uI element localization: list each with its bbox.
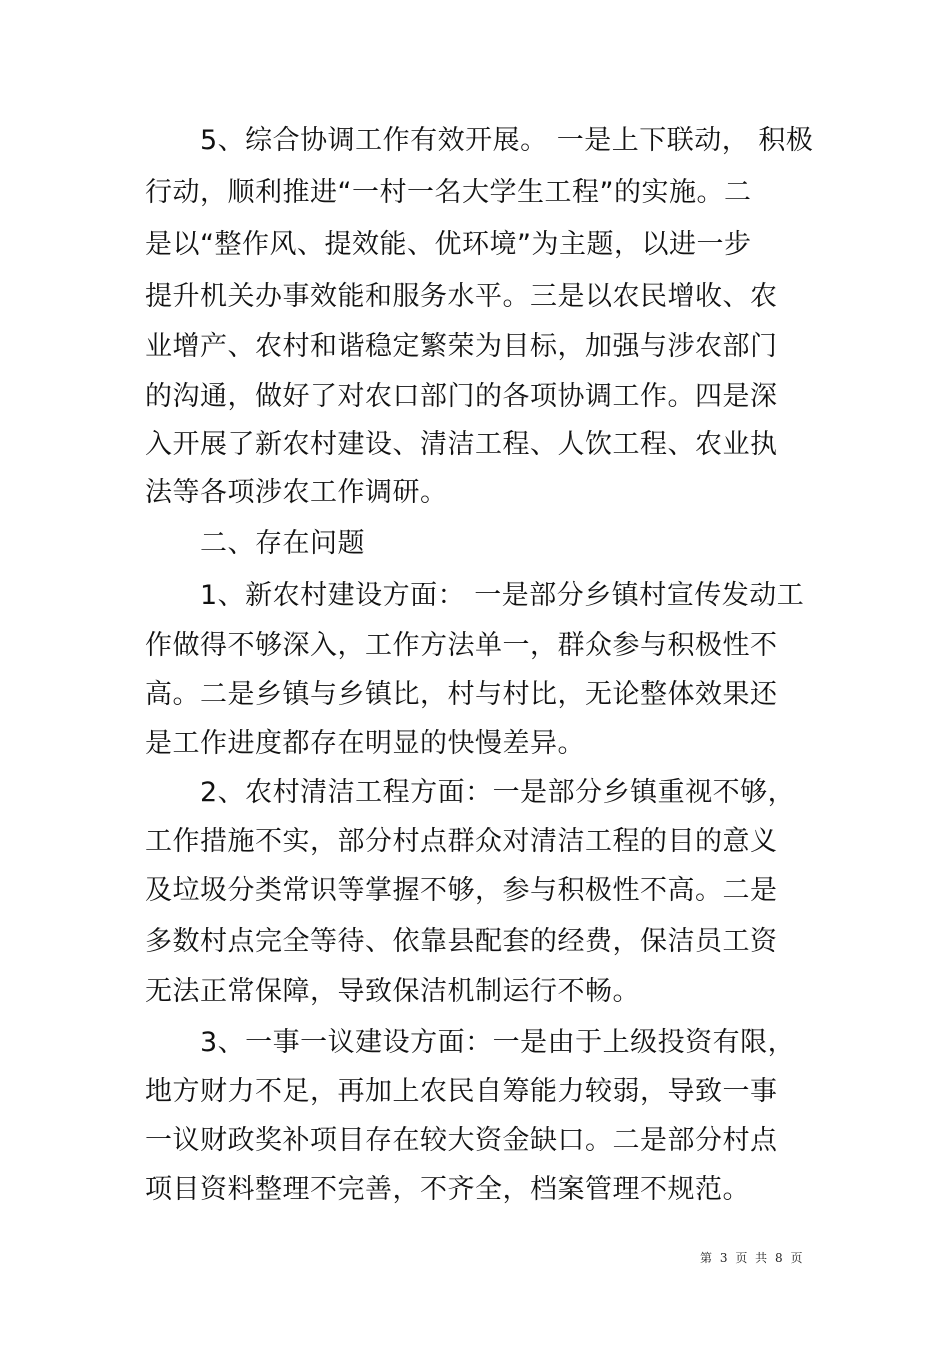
paragraph-line: 工作措施不实，部分村点群众对清洁工程的目的意义 (145, 826, 778, 857)
paragraph-line: 地方财力不足，再加上农民自筹能力较弱，导致一事 (145, 1076, 778, 1107)
paragraph-line: 一议财政奖补项目存在较大资金缺口。二是部分村点 (145, 1125, 778, 1156)
paragraph-line: 的沟通，做好了对农口部门的各项协调工作。四是深 (145, 381, 778, 412)
section-heading: 二、存在问题 (200, 528, 365, 559)
paragraph-line: 是工作进度都存在明显的快慢差异。 (145, 728, 585, 759)
paragraph-line: 业增产、农村和谐稳定繁荣为目标，加强与涉农部门 (145, 331, 778, 362)
footer-current-page: 3 (719, 1251, 728, 1265)
paragraph-line: 作做得不够深入，工作方法单一，群众参与积极性不 (145, 630, 778, 661)
paragraph-line: 无法正常保障，导致保洁机制运行不畅。 (145, 976, 640, 1007)
paragraph-line: 高。二是乡镇与乡镇比，村与村比，无论整体效果还 (145, 679, 778, 710)
paragraph-line: 3、一事一议建设方面：一是由于上级投资有限， (200, 1027, 796, 1058)
paragraph-line: 及垃圾分类常识等掌握不够，参与积极性不高。二是 (145, 875, 778, 906)
paragraph-line: 行动，顺利推进“一村一名大学生工程”的实施。二 (145, 177, 752, 208)
paragraph-line: 法等各项涉农工作调研。 (145, 477, 448, 508)
paragraph-line: 多数村点完全等待、依靠县配套的经费，保洁员工资 (145, 926, 778, 957)
paragraph-line: 入开展了新农村建设、清洁工程、人饮工程、农业执 (145, 429, 778, 460)
paragraph-line: 2、农村清洁工程方面：一是部分乡镇重视不够， (200, 777, 796, 808)
page-number-footer (700, 1250, 806, 1266)
paragraph-line: 1、新农村建设方面： 一是部分乡镇村宣传发动工 (200, 580, 805, 611)
footer-total-pages: 8 (775, 1251, 783, 1265)
paragraph-line: 项目资料整理不完善，不齐全，档案管理不规范。 (145, 1174, 750, 1205)
footer-label-ye2: 页 (790, 1251, 803, 1265)
paragraph-line: 是以“整作风、提效能、优环境”为主题，以进一步 (145, 229, 752, 260)
paragraph-line: 5、综合协调工作有效开展。 一是上下联动， 积极 (200, 125, 814, 156)
footer-label-di: 第 (700, 1251, 713, 1265)
footer-label-ye: 页 (735, 1251, 748, 1265)
paragraph-line: 提升机关办事效能和服务水平。三是以农民增收、农 (145, 281, 778, 312)
footer-label-gong: 共 (755, 1251, 768, 1265)
